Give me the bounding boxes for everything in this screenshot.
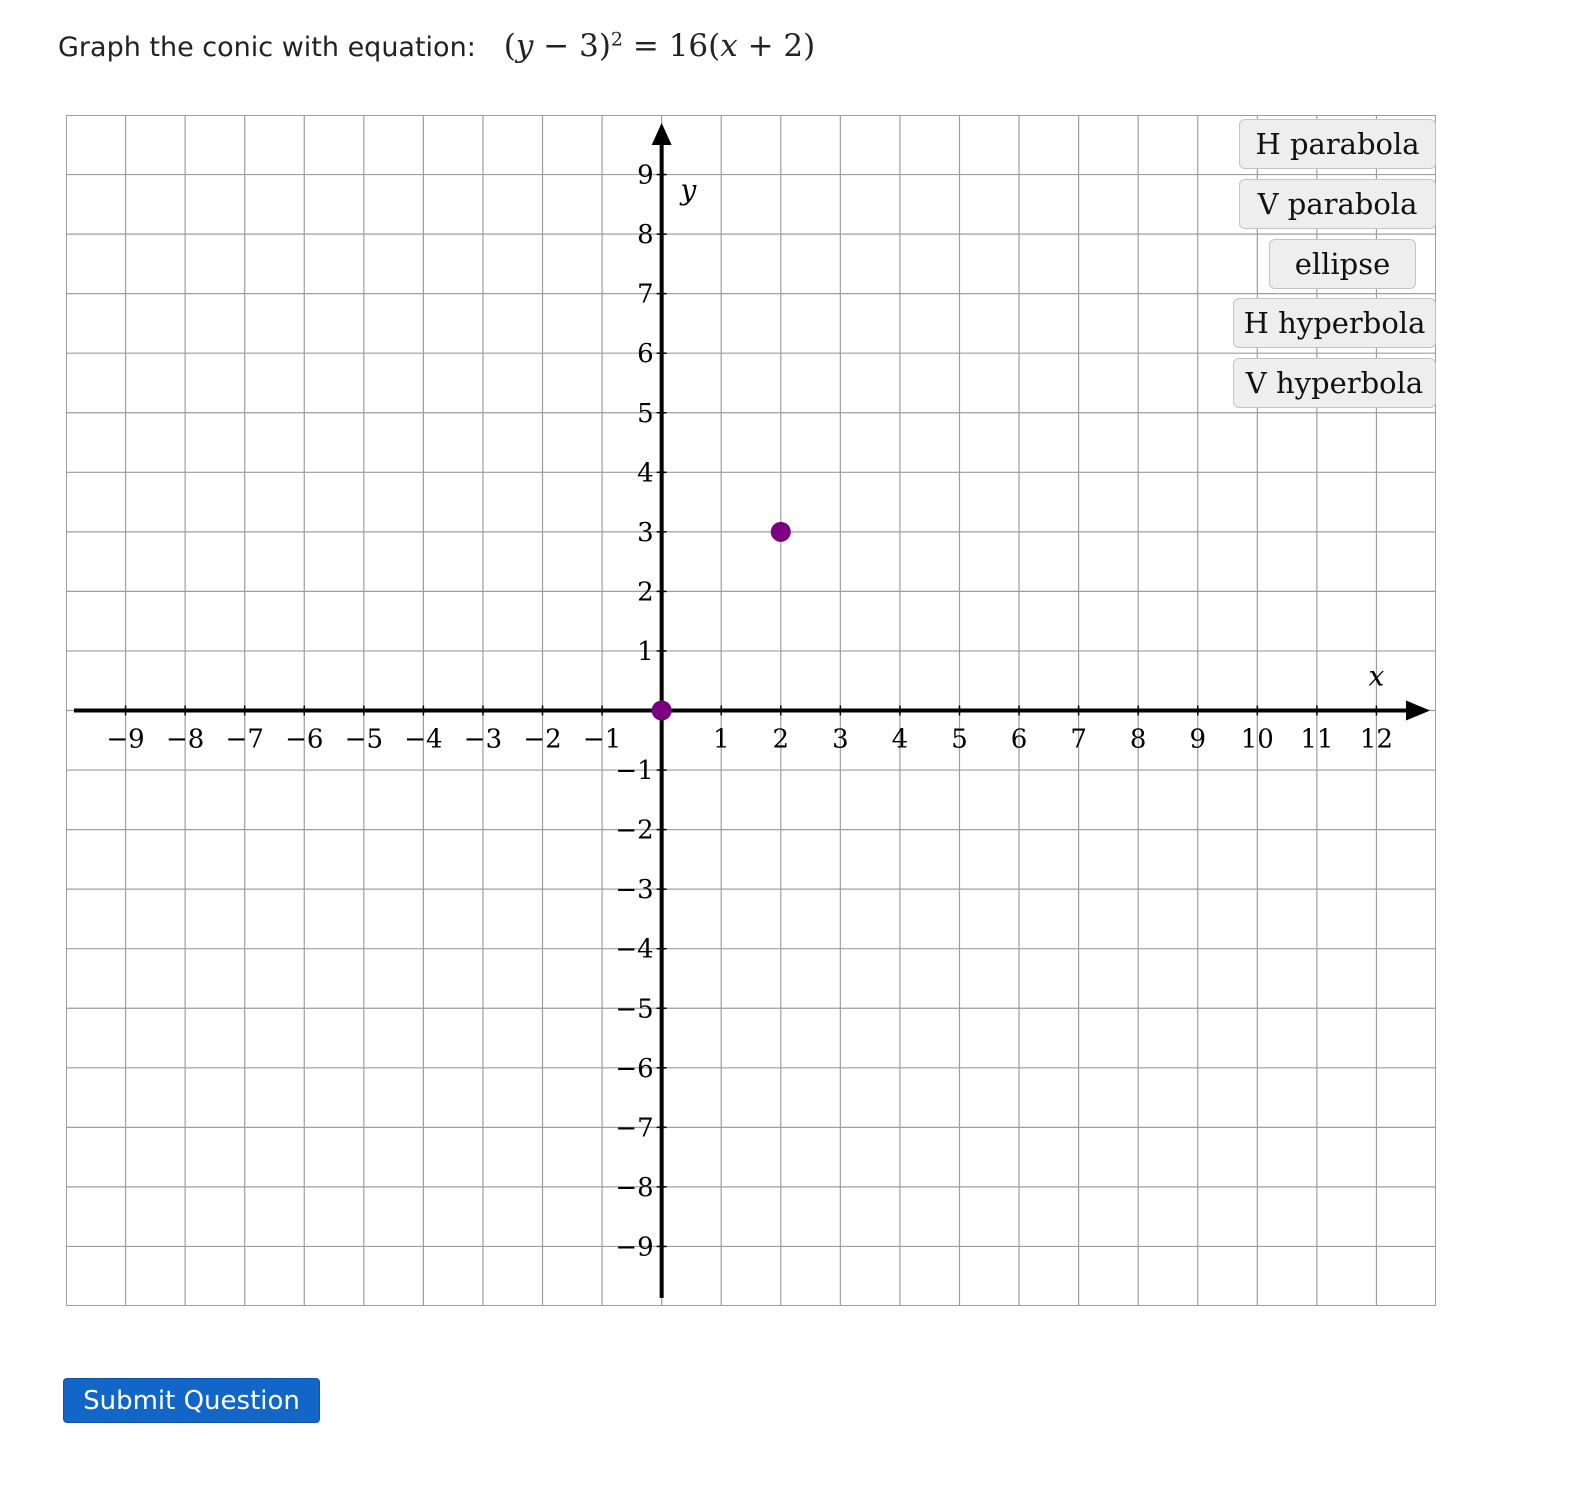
x-tick-label: −5 xyxy=(344,724,383,755)
x-axis-label: x xyxy=(1368,659,1385,693)
h-hyperbola-button[interactable]: H hyperbola xyxy=(1233,298,1436,348)
y-tick-label: −5 xyxy=(615,994,654,1025)
y-axis-label: y xyxy=(680,173,697,207)
y-tick-label: −3 xyxy=(615,875,654,906)
eq-var-y: y xyxy=(515,28,534,64)
x-tick-label: 7 xyxy=(1070,724,1087,755)
y-tick-label: 4 xyxy=(637,458,654,489)
x-tick-label: −3 xyxy=(463,724,503,755)
plotted-point[interactable] xyxy=(771,522,791,542)
v-parabola-button[interactable]: V parabola xyxy=(1239,179,1436,229)
graphing-canvas[interactable] xyxy=(66,115,1436,1306)
x-tick-label: 4 xyxy=(891,724,909,755)
x-tick-label: −4 xyxy=(404,724,443,755)
conic-equation xyxy=(504,28,815,64)
submit-question-button[interactable]: Submit Question xyxy=(63,1378,320,1423)
y-tick-label: 5 xyxy=(637,398,654,429)
y-tick-label: 1 xyxy=(637,636,654,667)
x-tick-label: 8 xyxy=(1129,724,1147,755)
x-tick-label: −1 xyxy=(582,724,622,755)
y-tick-label: −8 xyxy=(615,1172,654,1203)
eq-part: + 2) xyxy=(737,28,816,64)
h-parabola-button[interactable]: H parabola xyxy=(1239,119,1436,169)
eq-part: − 3) xyxy=(533,28,611,64)
x-tick-label: 2 xyxy=(772,724,790,755)
question-prompt xyxy=(58,28,815,64)
y-tick-label: −7 xyxy=(615,1113,654,1144)
y-tick-label: 2 xyxy=(637,577,654,608)
x-tick-label: 6 xyxy=(1010,724,1028,755)
y-tick-label: 6 xyxy=(637,339,654,370)
x-tick-label: 11 xyxy=(1300,724,1334,755)
prompt-label: Graph the conic with equation: xyxy=(58,32,476,63)
y-tick-label: −9 xyxy=(615,1232,654,1263)
eq-var-x: x xyxy=(720,28,738,64)
ellipse-button[interactable]: ellipse xyxy=(1269,239,1416,289)
x-tick-label: −2 xyxy=(523,724,562,755)
plotted-point[interactable] xyxy=(652,701,672,721)
x-tick-label: 3 xyxy=(832,724,849,755)
y-tick-label: −1 xyxy=(615,756,654,787)
y-tick-label: 3 xyxy=(637,517,654,548)
y-tick-label: −2 xyxy=(615,815,654,846)
x-tick-label: −7 xyxy=(225,724,264,755)
x-tick-label: −8 xyxy=(165,724,205,755)
y-tick-label: 9 xyxy=(637,160,654,191)
x-tick-label: 9 xyxy=(1189,724,1207,755)
v-hyperbola-button[interactable]: V hyperbola xyxy=(1233,358,1436,408)
eq-exponent: 2 xyxy=(610,28,624,51)
y-tick-label: 8 xyxy=(637,220,654,251)
eq-part: = 16( xyxy=(623,28,721,64)
x-tick-label: 5 xyxy=(951,724,968,755)
y-tick-label: 7 xyxy=(637,279,654,310)
y-tick-label: −6 xyxy=(615,1053,654,1084)
x-tick-label: 12 xyxy=(1359,724,1393,755)
x-tick-label: −9 xyxy=(106,724,145,755)
eq-part: ( xyxy=(503,28,516,64)
y-tick-label: −4 xyxy=(615,934,654,965)
graph-svg[interactable] xyxy=(66,115,1436,1306)
x-tick-label: 10 xyxy=(1240,724,1274,755)
x-tick-label: 1 xyxy=(712,724,730,755)
x-tick-label: −6 xyxy=(285,724,324,755)
